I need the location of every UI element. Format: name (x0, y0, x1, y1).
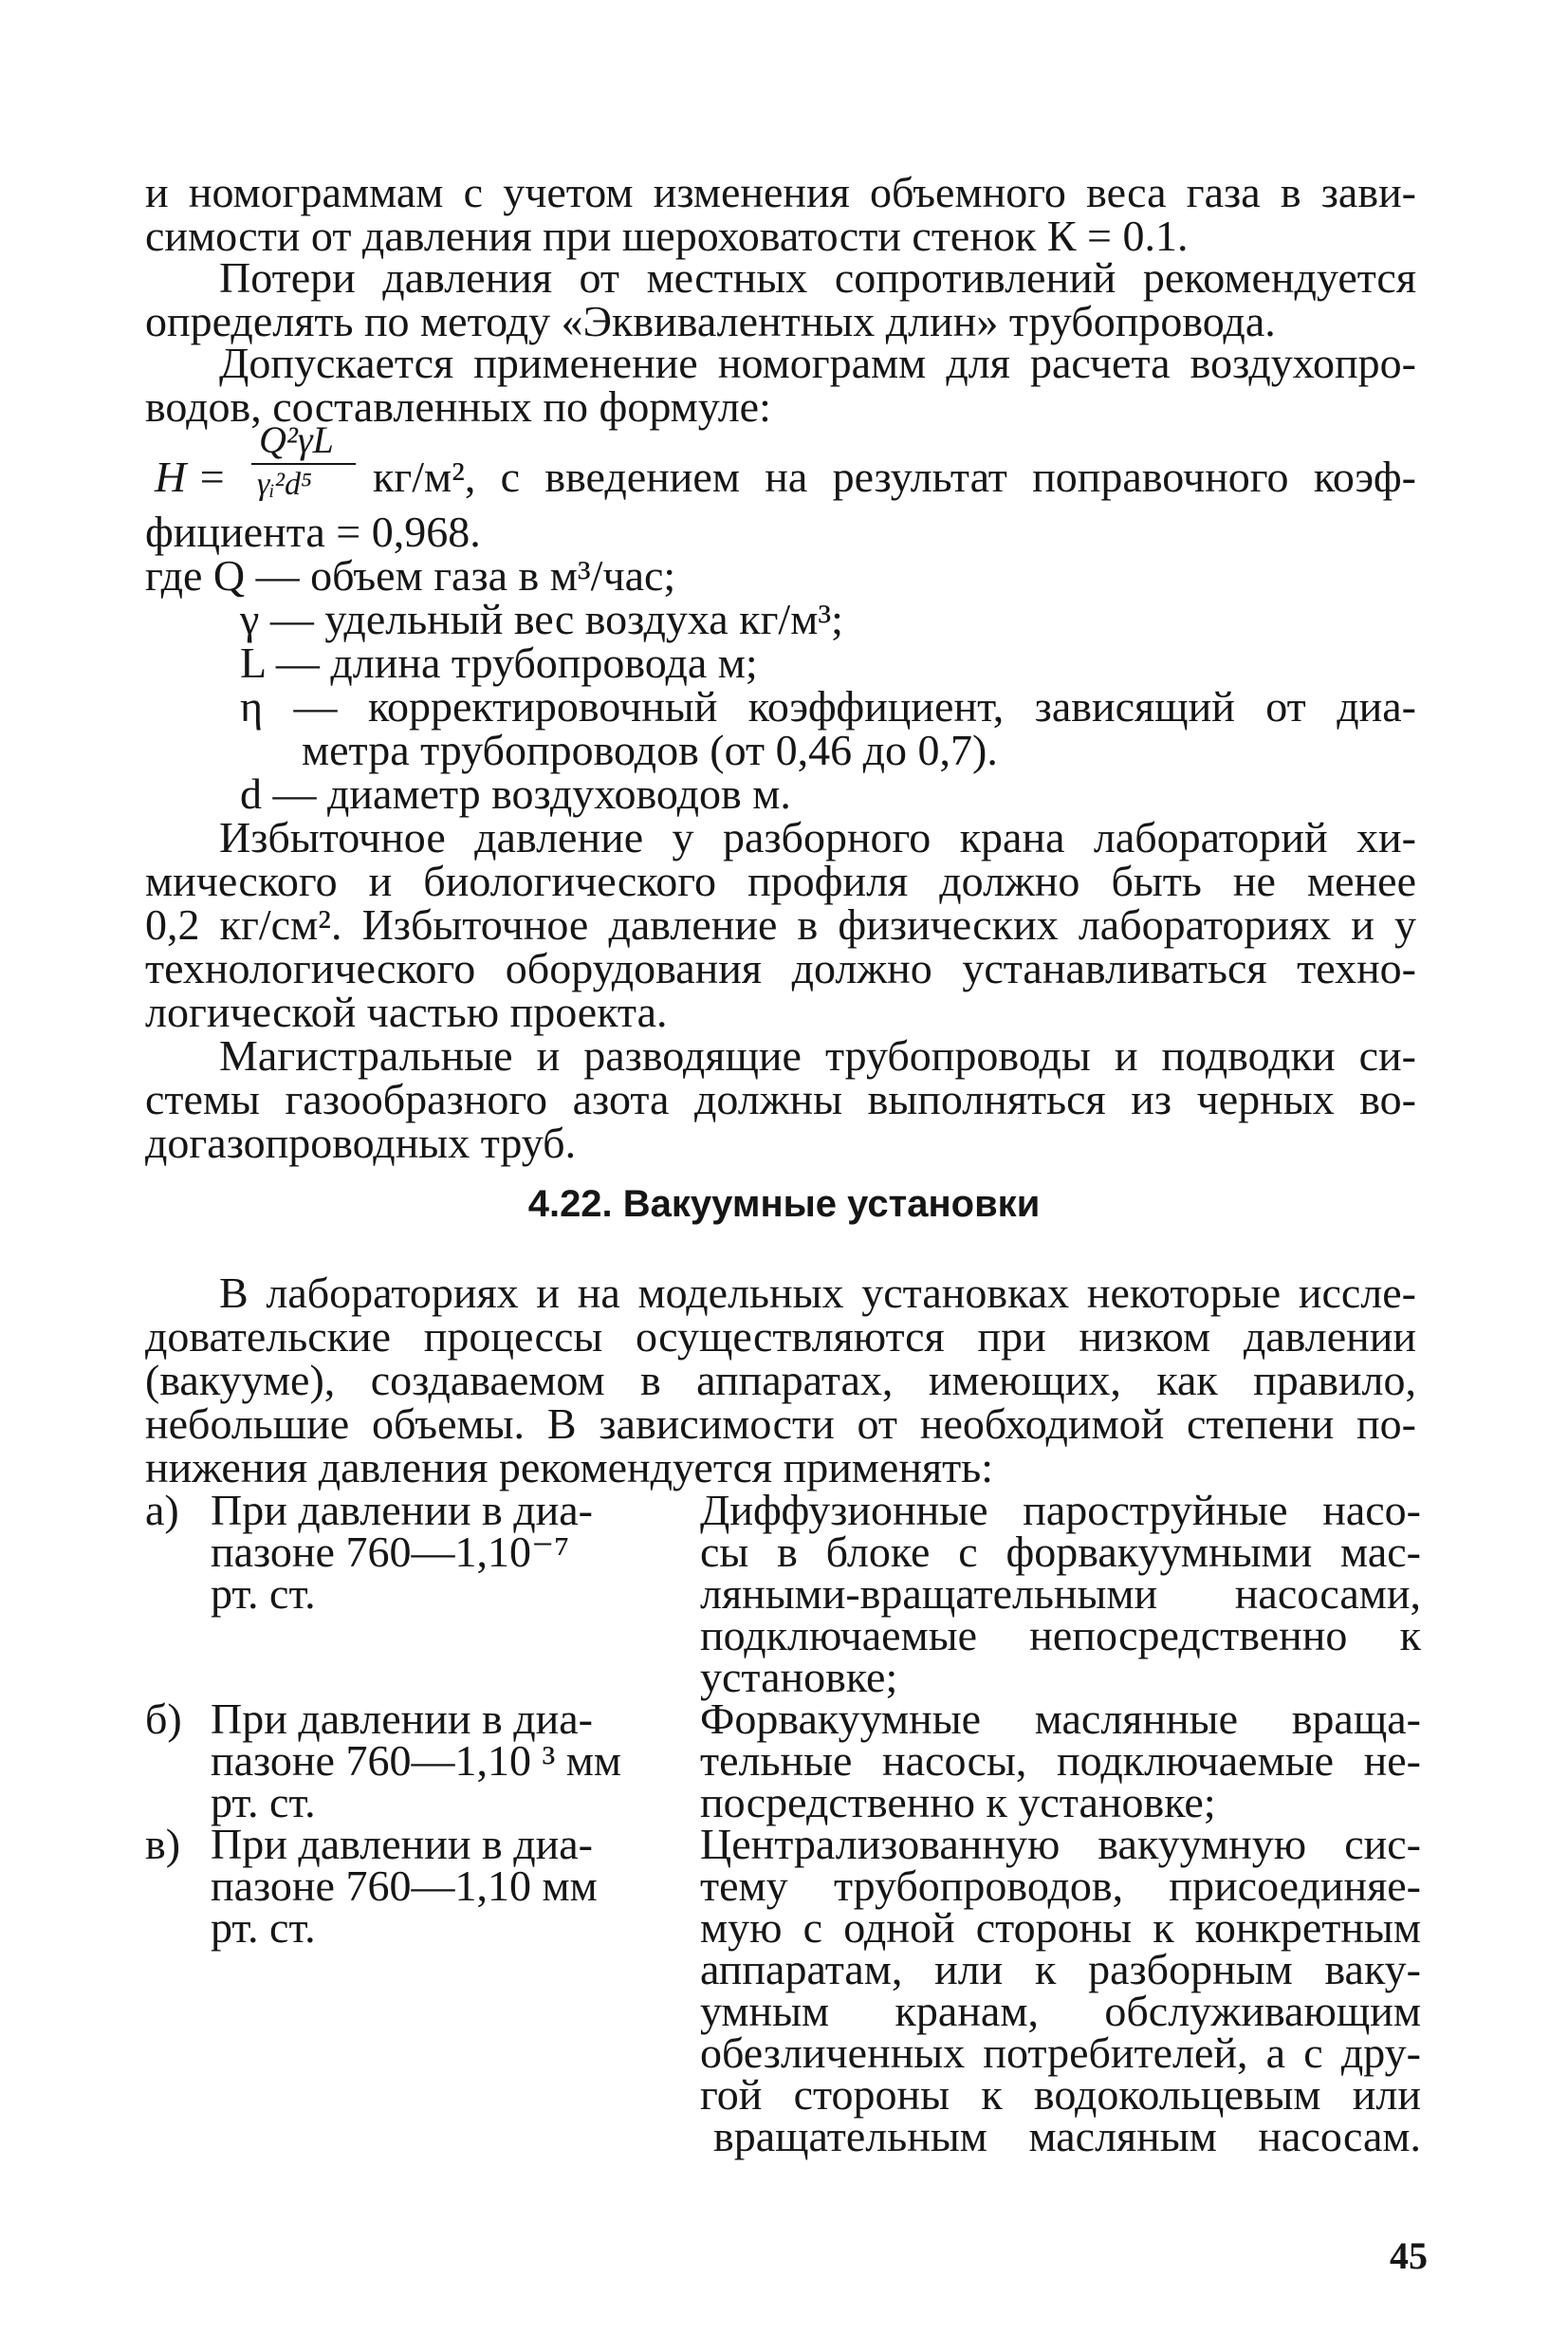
paragraph-1 (145, 168, 1416, 260)
text-line: установке; (700, 1653, 898, 1701)
text-line: При давлении в диа- (211, 1695, 593, 1743)
text-line: догазопроводных труб. (145, 1119, 577, 1167)
text-line: Диффузионные пароструйные насо- (700, 1486, 1421, 1534)
text-line: При давлении в диа- (211, 1486, 593, 1534)
formula-numerator: Q²γL (259, 418, 334, 461)
text-line: тему трубопроводов, присоединяе- (700, 1861, 1421, 1910)
item-condition (211, 1820, 633, 1952)
item-recommendation (700, 1820, 1421, 2160)
text-line: При давлении в диа- (211, 1820, 593, 1868)
text-line: (вакууме), создаваемом в аппаратах, имеющих, как правило, (145, 1356, 1416, 1404)
paragraph-4 (145, 813, 1416, 1036)
definition-item: где Q — объем газа в м³/час; (145, 551, 676, 600)
item-label: а) (145, 1486, 179, 1534)
text-line: ляными-вращательными насосами, (700, 1569, 1421, 1618)
page-number: 45 (1390, 2234, 1428, 2277)
text-line: гой стороны к водокольцевым или (700, 2070, 1421, 2119)
definition-item: η — корректировочный коэффициент, зависящий от диа- (240, 682, 1416, 731)
definition-item: L — длина трубопровода м; (240, 639, 758, 687)
formula-text: кг/м², с введением на результат поправочного коэф- (373, 453, 1416, 501)
text-line: довательские процессы осуществляются при низком давлении (145, 1312, 1416, 1361)
item-condition (211, 1695, 633, 1826)
paragraph-6 (145, 1271, 1416, 1490)
text-line: Форвакуумные маслянные враща- (700, 1695, 1421, 1743)
text-line: умным кранам, обслуживающим (700, 1987, 1421, 2035)
text-line: пазоне 760—1,10 мм (211, 1861, 598, 1910)
text-line: вращательным масляным насосам. (713, 2112, 1421, 2160)
section-heading: 4.22. Вакуумные установки (527, 1183, 1041, 1225)
text-line: рт. ст. (211, 1903, 316, 1952)
text-line: определять по методу «Эквивалентных длин» трубопровода. (145, 297, 1276, 345)
text-line: Потери давления от местных сопротивлений рекомендуется (219, 253, 1416, 302)
definitions-list (145, 551, 1416, 818)
item-condition (211, 1486, 633, 1618)
definition-item: γ — удельный вес воздуха кг/м³; (240, 595, 843, 643)
text-line: Допускается применение номограмм для расчета воздухопро- (219, 339, 1416, 387)
item-label: б) (145, 1695, 182, 1743)
text-line: небольшие объемы. В зависимости от необходимой степени по- (145, 1399, 1416, 1448)
fraction-bar (251, 463, 356, 465)
text-line: логической частью проекта. (145, 988, 668, 1036)
text-line: тельные насосы, подключаемые не- (700, 1736, 1421, 1785)
formula-lhs: H = (155, 453, 227, 501)
text-line: В лабораториях и на модельных установках некоторые иссле- (219, 1269, 1416, 1317)
formula-denominator: γᵢ²d⁵ (257, 467, 312, 502)
definition-item: d — диаметр воздуховодов м. (240, 769, 791, 818)
text-line: симости от давления при шероховатости стенок К = 0.1. (145, 212, 1189, 260)
text-line: посредственно к установке; (700, 1778, 1216, 1826)
text-line: пазоне 760—1,10 ³ мм (211, 1736, 621, 1785)
text-line: мую с одной стороны к конкретным (700, 1903, 1421, 1952)
text-line: рт. ст. (211, 1569, 316, 1618)
paragraph-3 (145, 339, 1416, 431)
item-recommendation (700, 1695, 1421, 1826)
text-line: Избыточное давление у разборного крана лабораторий хи- (219, 813, 1416, 861)
text-line: подключаемые непосредственно к (700, 1611, 1421, 1659)
text-line: технологического оборудования должно устанавливаться техно- (145, 944, 1416, 992)
text-line: обезличенных потребителей, а с дру- (700, 2028, 1421, 2077)
text-line: рт. ст. (211, 1778, 316, 1826)
text-line: стемы газообразного азота должны выполняться из черных во- (145, 1075, 1416, 1123)
text-line: 0,2 кг/см². Избыточное давление в физических лабораториях и у (145, 900, 1416, 949)
text-line: нижения давления рекомендуется применять: (145, 1443, 993, 1491)
definition-item: метра трубопроводов (от 0,46 до 0,7). (302, 726, 998, 774)
paragraph-5 (145, 1031, 1416, 1167)
formula (145, 417, 1416, 512)
text-line: фициента = 0,968. (145, 508, 481, 556)
text-line: водов, составленных по формуле: (145, 382, 771, 431)
text-line: Магистральные и разводящие трубопроводы и подводки си- (219, 1031, 1416, 1080)
text-line: мического и биологического профиля должно быть не менее (145, 857, 1416, 905)
formula-continuation (145, 510, 1416, 554)
text-line: сы в блоке с форвакуумными мас- (700, 1528, 1421, 1576)
text-line: аппаратам, или к разборным ваку- (700, 1945, 1421, 1993)
text-line: и номограммам с учетом изменения объемного веса газа в зави- (145, 168, 1416, 216)
item-recommendation (700, 1486, 1421, 1701)
text-line: Централизованную вакуумную сис- (700, 1820, 1421, 1868)
paragraph-2 (145, 253, 1416, 345)
text-line: пазоне 760—1,10⁻⁷ (211, 1528, 570, 1576)
item-label: в) (145, 1820, 181, 1868)
